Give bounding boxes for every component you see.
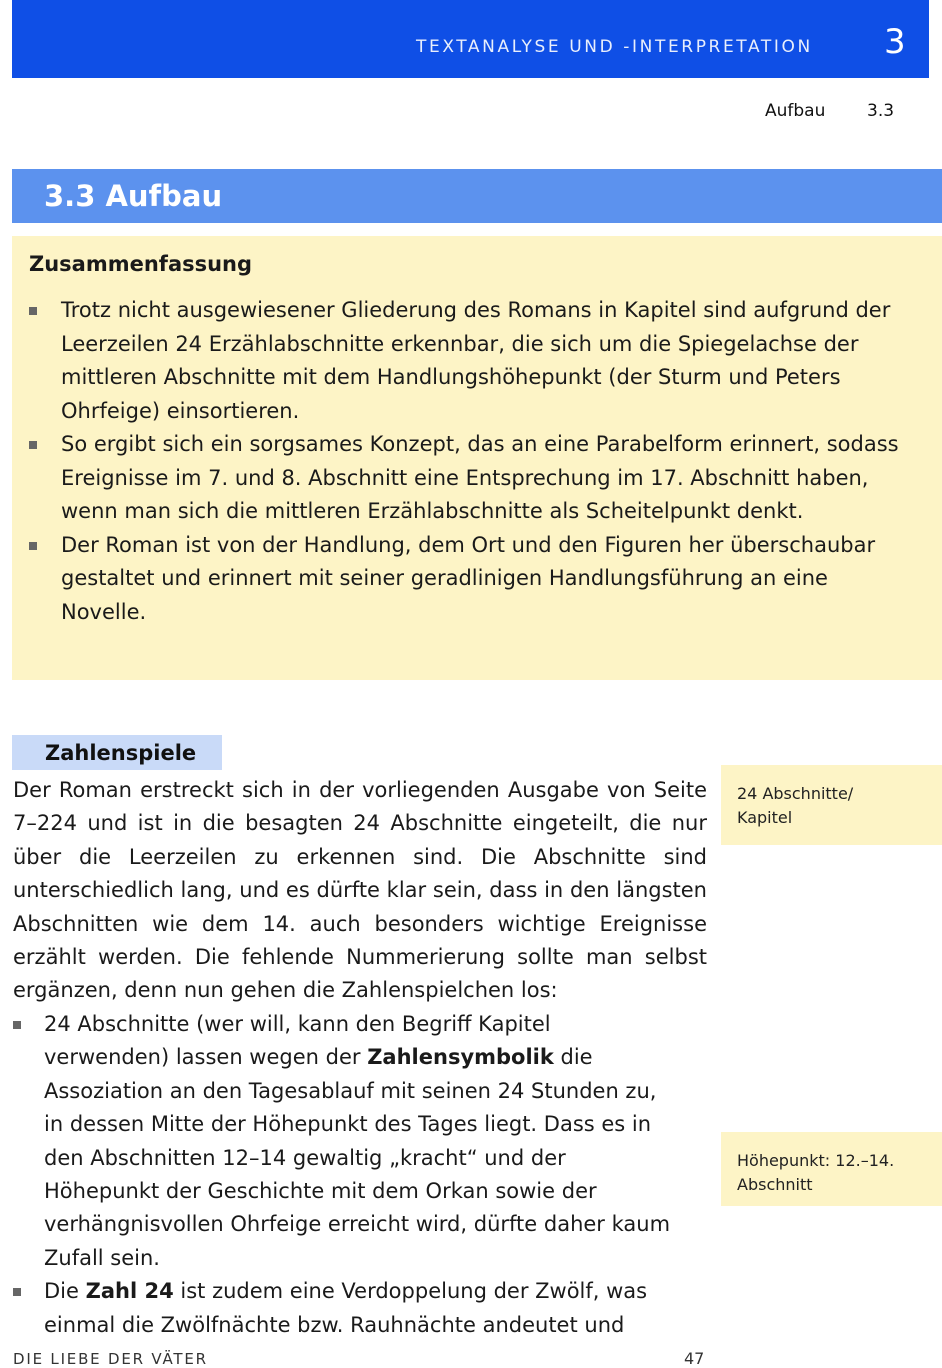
summary-item: So ergibt sich ein sorgsames Konzept, das an eine Parabelform erinnert, sodass Ereignisse im 7. und 8. Abschnitt eine Entsprechung im 17. Abschnitt haben, wenn man sich die mittleren Erzählabschnitte als Scheitelpunkt denkt. <box>12 428 899 529</box>
chapter-header-bar <box>12 0 929 78</box>
summary-item: Trotz nicht ausgewiesener Gliederung des Romans in Kapitel sind aufgrund der Leerzeilen 24 Erzählabschnitte erkennbar, die sich um die Spiegelachse der mittleren Abschnitte mit dem Handlungshöhepunkt (der Sturm und Peters Ohrfeige) einsortieren. <box>12 294 899 428</box>
summary-box <box>12 236 942 680</box>
running-section-title: Aufbau <box>765 101 826 121</box>
summary-list <box>12 294 942 629</box>
chapter-title: TEXTANALYSE UND -INTERPRETATION <box>416 37 813 57</box>
summary-title: Zusammenfassung <box>29 252 253 276</box>
margin-note: Höhepunkt: 12.–14. Abschnitt <box>721 1132 942 1206</box>
subsection-header <box>12 735 222 770</box>
body-list <box>13 1008 707 1342</box>
running-section-number: 3.3 <box>867 101 895 121</box>
bullet-square-icon <box>29 307 37 315</box>
section-header-bar <box>12 169 942 223</box>
footer-book-title: DIE LIEBE DER VÄTER <box>13 1350 208 1368</box>
list-item: Die Zahl 24 ist zudem eine Verdoppelung der Zwölf, was einmal die Zwölfnächte bzw. Rauhnächte andeutet und <box>13 1275 679 1342</box>
emphasis-term: Zahlensymbolik <box>367 1045 554 1070</box>
body-paragraph: Der Roman erstreckt sich in der vorliegenden Ausgabe von Seite 7–224 und ist in die besagten 24 Abschnitte eingeteilt, die nur über die Leerzeilen zu erkennen sind. Die Abschnitte sind unterschiedlich lang, und es dürfte klar sein, dass in den längsten Abschnitten wie dem 14. auch besonders wichtige Ereignisse erzählt werden. Die fehlende Nummerierung sollte man selbst ergänzen, denn nun gehen die Zahlenspielchen los: <box>13 778 707 1003</box>
margin-note: 24 Abschnitte/ Kapitel <box>721 765 942 845</box>
bullet-square-icon <box>29 542 37 550</box>
emphasis-term: Zahl 24 <box>85 1279 174 1304</box>
page-number: 47 <box>684 1349 705 1368</box>
chapter-number: 3 <box>884 22 906 62</box>
section-title: 3.3 Aufbau <box>44 179 223 213</box>
bullet-square-icon <box>29 441 37 449</box>
bullet-square-icon <box>13 1021 21 1029</box>
subsection-title: Zahlenspiele <box>45 741 197 765</box>
bullet-square-icon <box>13 1288 21 1296</box>
summary-item: Der Roman ist von der Handlung, dem Ort und den Figuren her überschaubar gestaltet und erinnert mit seiner geradlinigen Handlungsführung an eine Novelle. <box>12 529 899 630</box>
list-item: 24 Abschnitte (wer will, kann den Begriff Kapitel verwenden) lassen wegen der Zahlensymbolik die Assoziation an den Tagesablauf mit seinen 24 Stunden zu, in dessen Mitte der Höhepunkt des Tages liegt. Dass es in den Abschnitten 12–14 gewaltig „kracht“ und der Höhepunkt der Geschichte mit dem Orkan sowie der verhängnisvollen Ohrfeige erreicht wird, dürfte daher kaum Zufall sein. <box>13 1008 679 1275</box>
